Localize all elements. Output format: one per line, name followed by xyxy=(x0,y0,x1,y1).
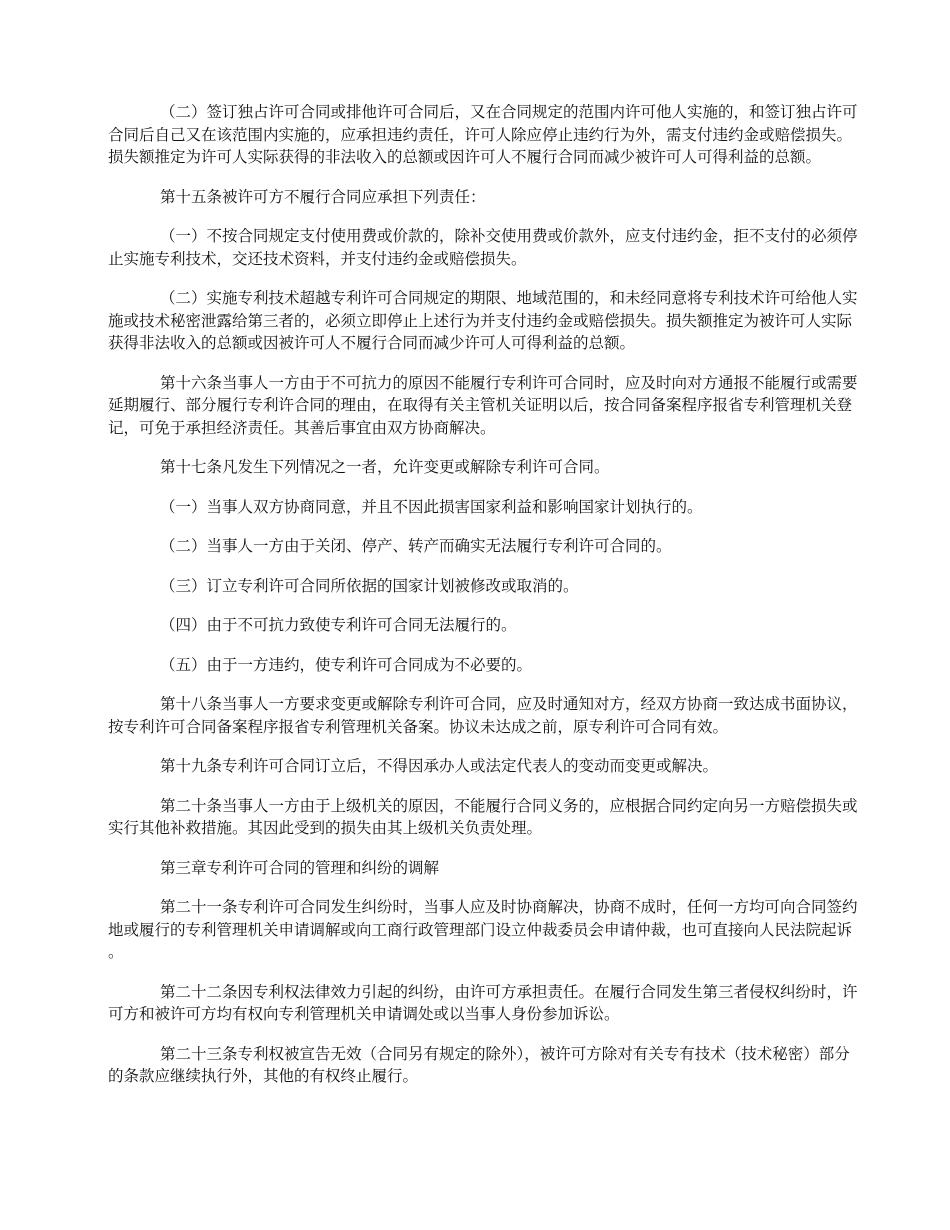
document-body xyxy=(108,101,863,1105)
paragraph-article-17-item-5: （五）由于一方违约，使专利许可合同成为不必要的。 xyxy=(160,655,533,674)
paragraph-article-17-item-1: （一）当事人双方协商同意，并且不因此损害国家利益和影响国家计划执行的。 xyxy=(160,497,703,516)
paragraph-article-20: 第二十条当事人一方由于上级机关的原因，不能履行合同义务的，应根据合同约定向另一方赔偿损失或实行其他补救措施。其因此受到的损失由其上级机关负责处理。 xyxy=(108,796,858,837)
paragraph-article-17: 第十七条凡发生下列情况之一者，允许变更或解除专利许可合同。 xyxy=(160,458,610,476)
paragraph-article-22: 第二十二条因专利权法律效力引起的纠纷，由许可方承担责任。在履行合同发生第三者侵权纠纷时，许可方和被许可方均有权向专利管理机关申请调处或以当事人身份参加诉讼。 xyxy=(108,982,858,1023)
paragraph-article-21: 第二十一条专利许可合同发生纠纷时，当事人应及时协商解决，协商不成时，任何一方均可向合同签约地或履行的专利管理机关申请调解或向工商行政管理部门设立仲裁委员会申请仲裁，也可直接向人民法院起诉。 xyxy=(108,898,858,961)
paragraph-article-19: 第十九条专利许可合同订立后，不得因承办人或法定代表人的变动而变更或解决。 xyxy=(160,757,719,775)
paragraph-article-23: 第二十三条专利权被宣告无效（合同另有规定的除外），被许可方除对有关专有技术（技术秘密）部分的条款应继续执行外，其他的有权终止履行。 xyxy=(108,1044,850,1085)
paragraph-article-15-item-2: （二）实施专利技术超越专利许可合同规定的期限、地域范围的，和未经同意将专利技术许可给他人实施或技术秘密泄露给第三者的，必须立即停止上述行为并支付违约金或赔偿损失。损失额推定为被许可人实际获得非法收入的总额或因被许可人不履行合同而减少许可人可得利益的总额。 xyxy=(108,289,858,352)
paragraph-article-17-item-3: （三）订立专利许可合同所依据的国家计划被修改或取消的。 xyxy=(160,576,579,595)
paragraph-article-18: 第十八条当事人一方要求变更或解除专利许可合同，应及时通知对方，经双方协商一致达成书面协议，按专利许可合同备案程序报省专利管理机关备案。协议未达成之前，原专利许可合同有效。 xyxy=(108,695,858,736)
paragraph-article-15-item-1: （一）不按合同规定支付使用费或价款的，除补交使用费或价款外，应支付违约金，拒不支付的必须停止实施专利技术，交还技术资料，并支付违约金或赔偿损失。 xyxy=(108,227,858,268)
paragraph-clause-14-item-2: （二）签订独占许可合同或排他许可合同后，又在合同规定的范围内许可他人实施的，和签订独占许可合同后自己又在该范围内实施的，应承担违约责任，许可人除应停止违约行为外，需支付违约金或赔偿损失。损失额推定为许可人实际获得的非法收入的总额或因许可人不履行合同而减少被许可人可得利益的总额。 xyxy=(108,103,858,166)
paragraph-article-17-item-2: （二）当事人一方由于关闭、停产、转产而确实无法履行专利许可合同的。 xyxy=(160,537,672,555)
chapter-3-heading: 第三章专利许可合同的管理和纠纷的调解 xyxy=(160,858,440,877)
paragraph-article-16: 第十六条当事人一方由于不可抗力的原因不能履行专利许可合同时，应及时向对方通报不能履行或需要延期履行、部分履行专利许合同的理由，在取得有关主管机关证明以后，按合同备案程序报省专利管理机关登记，可免于承担经济责任。其善后事宜由双方协商解决。 xyxy=(108,373,858,437)
paragraph-article-17-item-4: （四）由于不可抗力致使专利许可合同无法履行的。 xyxy=(160,616,517,634)
paragraph-article-15: 第十五条被许可方不履行合同应承担下列责任： xyxy=(160,187,486,206)
